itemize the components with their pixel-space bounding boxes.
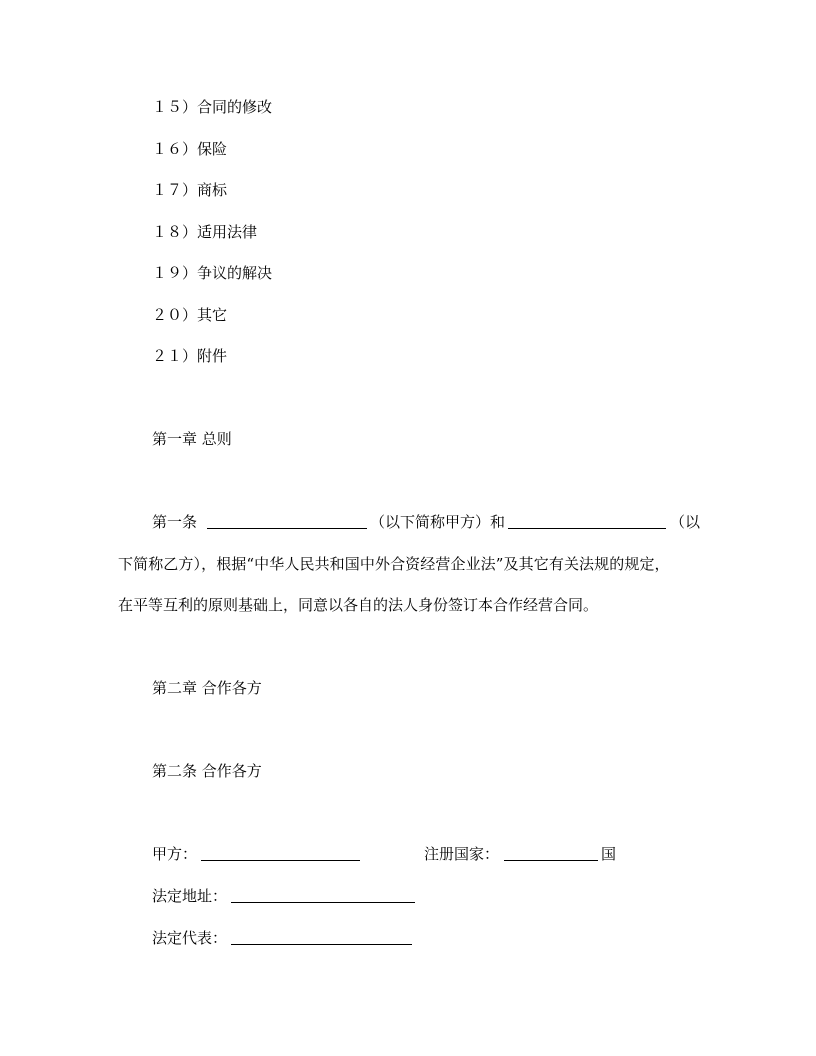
- legal-representative-label: 法定代表：: [152, 929, 228, 947]
- toc-item-21: ２１）附件: [152, 347, 228, 365]
- article-1-label: 第一条: [152, 513, 198, 531]
- article-1-line-1: [152, 512, 197, 532]
- article-2-heading: 第二条 合作各方: [152, 762, 262, 780]
- legal-address-label: 法定地址：: [152, 887, 228, 905]
- toc-item-19: １９）争议的解决: [152, 264, 273, 282]
- party-b-name-blank[interactable]: [508, 514, 666, 529]
- toc-item-15: １５）合同的修改: [152, 98, 273, 116]
- party-a-name-blank[interactable]: [207, 514, 367, 529]
- chapter-1-heading: 第一章 总则: [152, 430, 232, 448]
- registration-country-label: 注册国家：: [424, 845, 500, 863]
- article-1-line-2: 下简称乙方），根据“中华人民共和国中外合资经营企业法”及其它有关法规的规定，: [118, 555, 670, 573]
- toc-item-17: １７）商标: [152, 181, 228, 199]
- country-suffix: 国: [601, 845, 617, 863]
- article-1-mid-text: （以下简称甲方）和: [370, 513, 506, 531]
- toc-item-18: １８）适用法律: [152, 223, 258, 241]
- article-1-tail-text: （以: [670, 513, 701, 531]
- article-1-line-3: 在平等互利的原则基础上，同意以各自的法人身份签订本合作经营合同。: [118, 596, 599, 614]
- chapter-2-heading: 第二章 合作各方: [152, 679, 262, 697]
- toc-item-20: ２０）其它: [152, 306, 228, 324]
- party-a-label: 甲方：: [152, 845, 198, 863]
- toc-item-16: １６）保险: [152, 140, 228, 158]
- registration-country-blank[interactable]: [504, 846, 598, 861]
- legal-representative-blank[interactable]: [231, 930, 412, 945]
- party-a-blank[interactable]: [201, 846, 360, 861]
- legal-address-blank[interactable]: [231, 888, 415, 903]
